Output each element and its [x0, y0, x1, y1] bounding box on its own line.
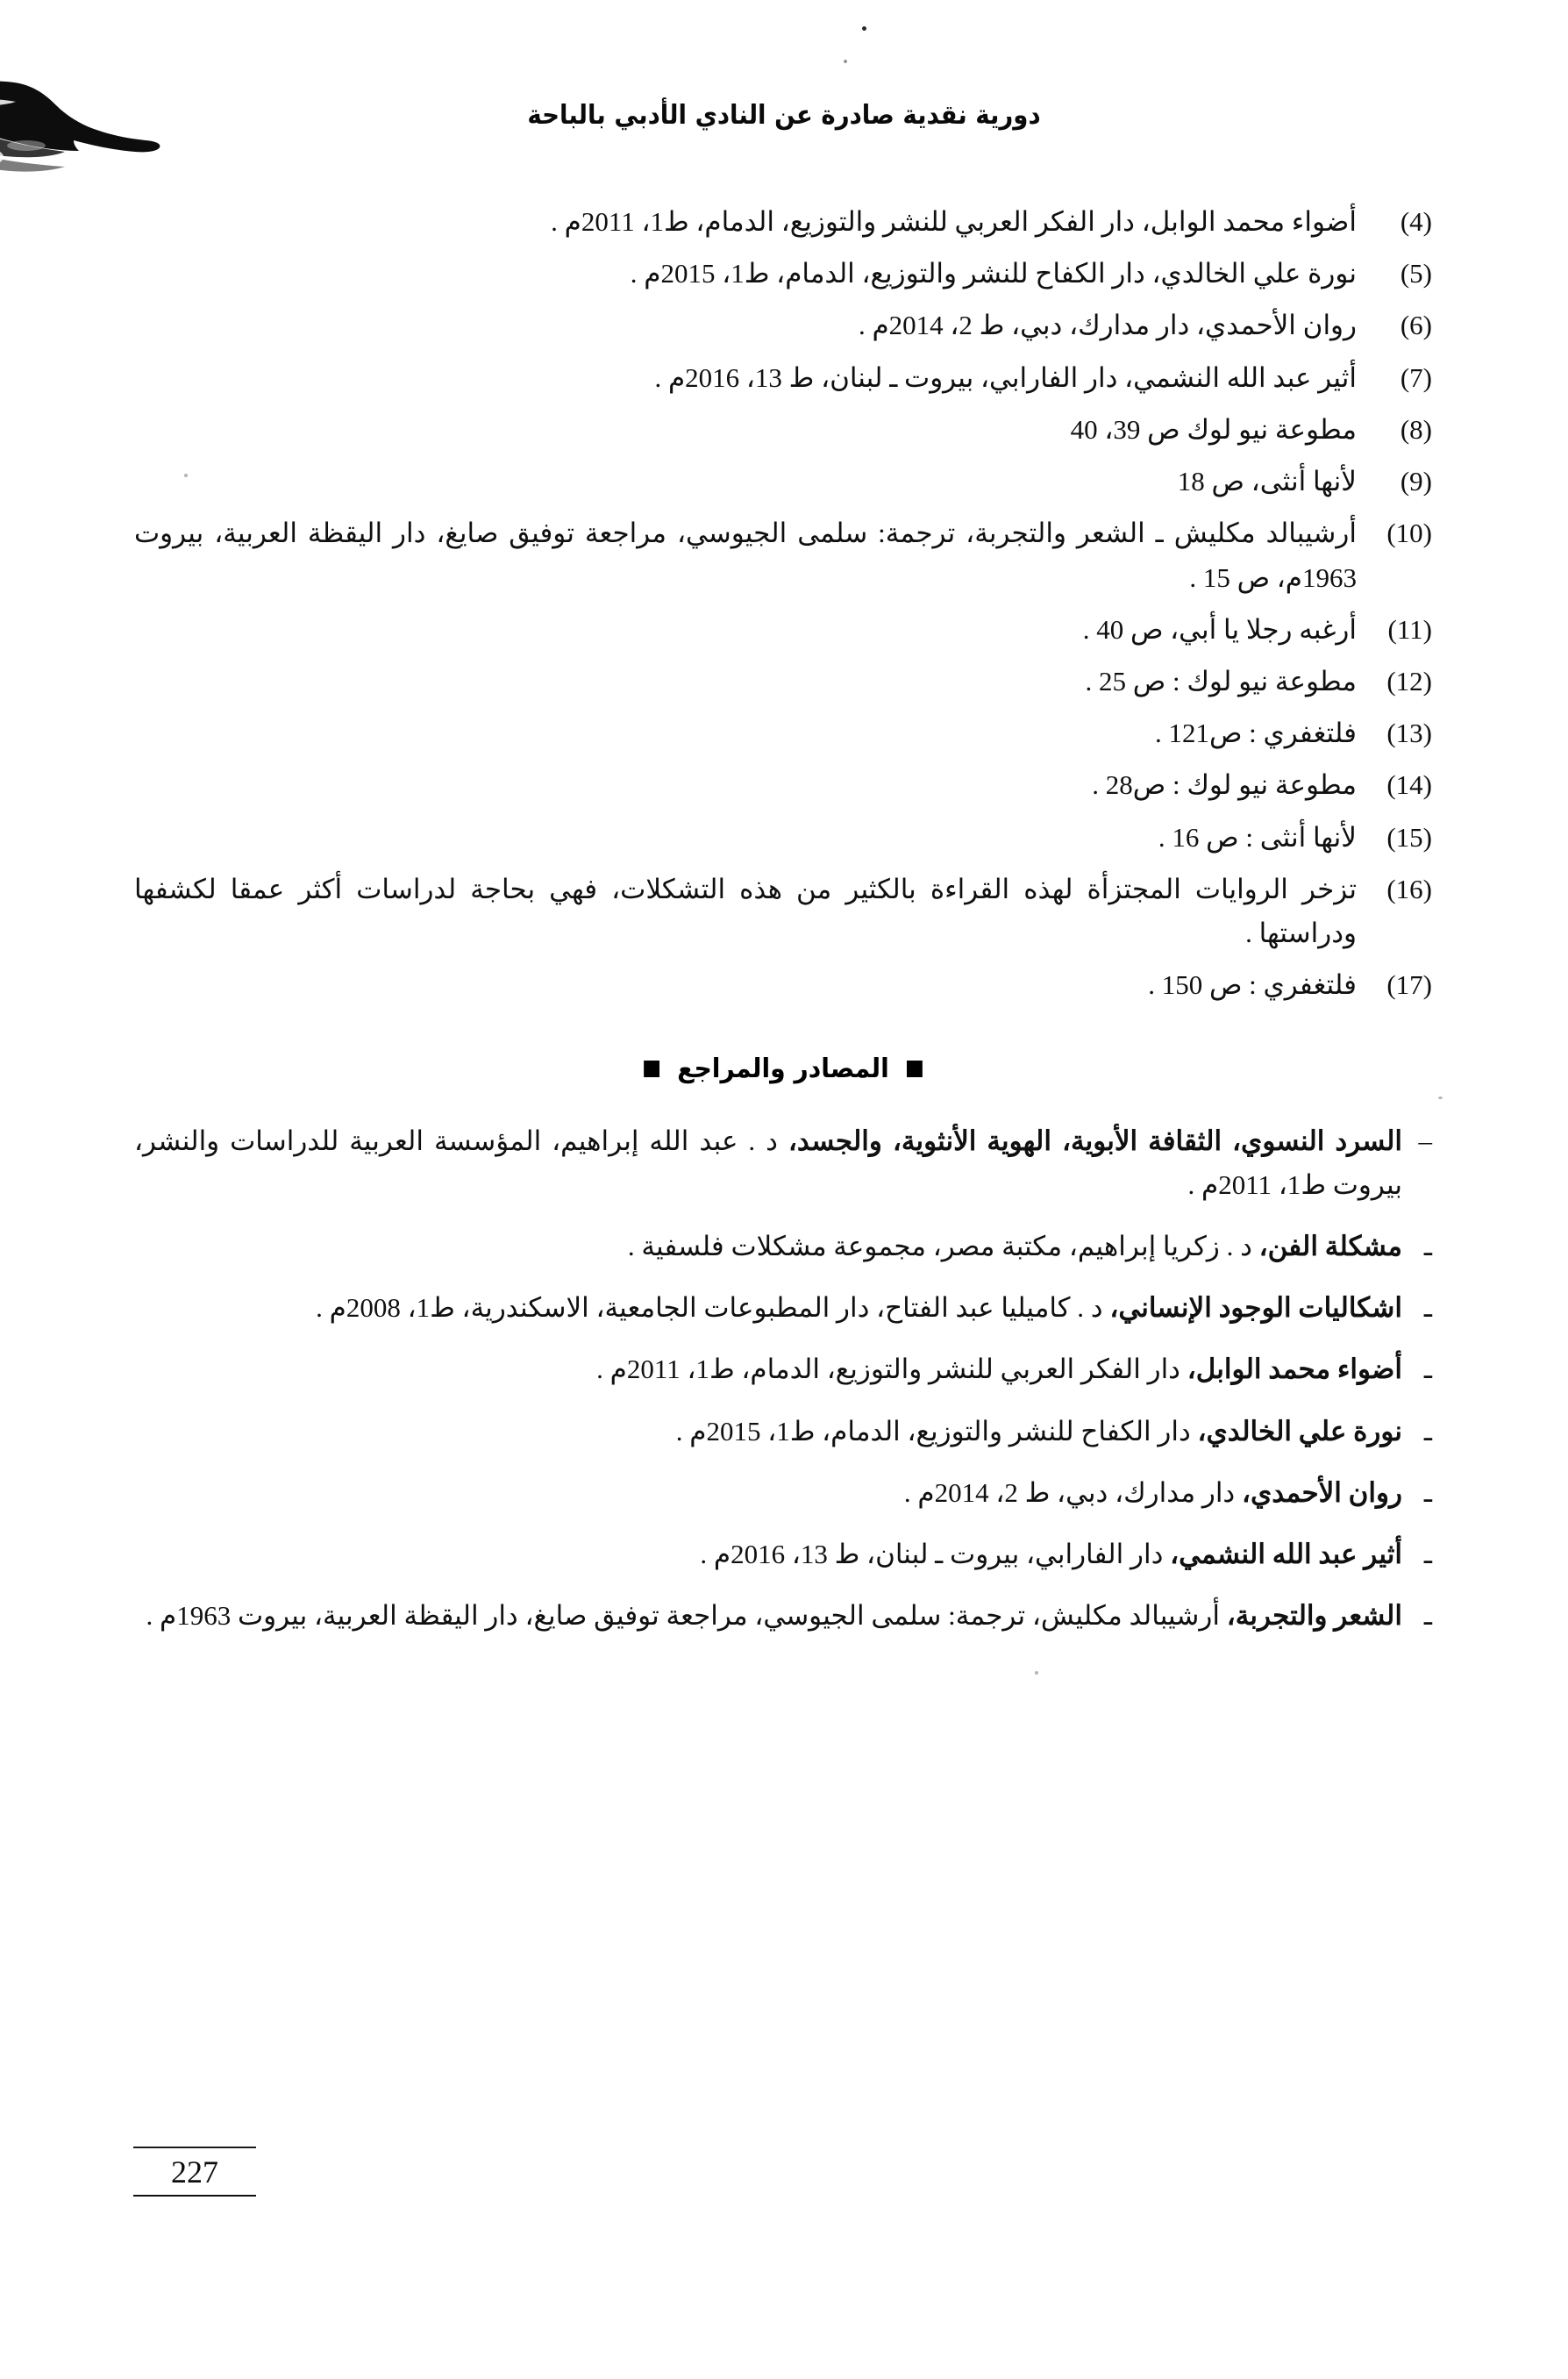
endnote-number: (11) [1387, 613, 1432, 645]
endnote-number: (4) [1400, 206, 1432, 237]
section-heading [173, 1054, 1393, 1084]
entry-title: روان الأحمدي، [1242, 1476, 1402, 1508]
filled-square-bullet-icon [907, 1061, 923, 1077]
endnote-number: (16) [1386, 873, 1432, 904]
filled-square-bullet-icon [644, 1061, 659, 1077]
endnote-text: أرغبه رجلا يا أبي، ص 40 . [1082, 613, 1357, 645]
endnote-number: (13) [1386, 718, 1432, 749]
endnote-text: فلتغفري : ص121 . [1154, 718, 1357, 749]
endnote-item [134, 963, 1432, 1007]
endnote-number: (6) [1400, 310, 1432, 341]
endnote-item [134, 711, 1432, 755]
endnote-item [134, 816, 1432, 860]
endnote-text: لأنها أنثى، ص 18 [1177, 466, 1357, 497]
entry-details: دار الفارابي، بيروت ـ لبنان، ط 13، 2016م . [700, 1539, 1171, 1570]
bibliography-item [134, 1119, 1432, 1207]
entry-details: دار مدارك، دبي، ط 2، 2014م . [903, 1476, 1242, 1508]
page-content [134, 200, 1432, 1655]
entry-dash: – [1418, 1125, 1432, 1156]
entry-dash: ـ [1423, 1539, 1432, 1570]
endnote-number: (12) [1386, 665, 1432, 697]
page-header [0, 68, 1568, 165]
bibliography-text [134, 1471, 1402, 1515]
endnote-text: روان الأحمدي، دار مدارك، دبي، ط 2، 2014م . [858, 310, 1357, 341]
scan-speck [1438, 1097, 1443, 1099]
entry-dash: ـ [1423, 1354, 1432, 1385]
bibliography-list [134, 1119, 1432, 1639]
bibliography-item [134, 1347, 1432, 1391]
entry-title: أضواء محمد الوابل، [1187, 1354, 1402, 1385]
endnote-item [134, 304, 1432, 347]
endnote-item [134, 200, 1432, 244]
endnote-number: (8) [1400, 413, 1432, 445]
scan-speck [862, 26, 866, 31]
endnote-item [134, 408, 1432, 452]
endnote-text: لأنها أنثى : ص 16 . [1158, 821, 1357, 853]
entry-dash: ـ [1423, 1292, 1432, 1324]
endnote-item [134, 868, 1432, 955]
endnote-number: (5) [1400, 258, 1432, 289]
endnote-item [134, 660, 1432, 704]
entry-title: السرد النسوي، الثقافة الأبوية، الهوية الأنثوية، والجسد، [788, 1125, 1402, 1156]
bibliography-item [134, 1286, 1432, 1330]
scan-speck [1035, 1671, 1038, 1675]
entry-details: دار الفكر العربي للنشر والتوزيع، الدمام، ط1، 2011م . [596, 1354, 1187, 1385]
entry-details: د . كاميليا عبد الفتاح، دار المطبوعات الجامعية، الاسكندرية، ط1، 2008م . [316, 1292, 1110, 1324]
entry-dash: ـ [1423, 1600, 1432, 1632]
bibliography-item [134, 1532, 1432, 1576]
endnote-number: (7) [1400, 361, 1432, 393]
bibliography-text [134, 1532, 1402, 1576]
endnote-text: فلتغفري : ص 150 . [1148, 969, 1357, 1001]
entry-details: د . عبد الله إبراهيم، المؤسسة العربية للدراسات والنشر، بيروت ط1، 2011م . [134, 1125, 1402, 1200]
entry-title: الشعر والتجربة، [1226, 1600, 1402, 1632]
endnote-number: (9) [1400, 466, 1432, 497]
endnote-item [134, 460, 1432, 504]
endnote-text: مطوعة نيو لوك : ص28 . [1092, 769, 1357, 801]
entry-dash: ـ [1423, 1230, 1432, 1261]
scan-speck [844, 60, 847, 63]
endnote-text: أضواء محمد الوابل، دار الفكر العربي للنشر والتوزيع، الدمام، ط1، 2011م . [551, 206, 1357, 237]
entry-title: نورة علي الخالدي، [1197, 1415, 1402, 1447]
endnote-text: تزخر الروايات المجتزأة لهذه القراءة بالكثير من هذه التشكلات، فهي بحاجة لدراسات أكثر عمقا لكشفها ودراستها . [134, 873, 1357, 949]
endnote-number: (14) [1386, 769, 1432, 801]
bibliography-text [134, 1410, 1402, 1454]
bibliography-item [134, 1410, 1432, 1454]
bibliography-text [134, 1119, 1402, 1207]
section-heading-label: المصادر والمراجع [677, 1053, 889, 1084]
endnote-number: (17) [1386, 969, 1432, 1001]
bibliography-item [134, 1594, 1432, 1638]
endnote-text: أرشيبالد مكليش ـ الشعر والتجربة، ترجمة: سلمى الجيوسي، مراجعة توفيق صايغ، دار اليقظة العربية، بيروت 1963م، ص 15 . [134, 518, 1357, 593]
entry-title: أثير عبد الله النشمي، [1170, 1539, 1402, 1570]
running-header-title: دورية نقدية صادرة عن النادي الأدبي بالباحة [527, 100, 1041, 131]
page-number: 227 [171, 2154, 218, 2190]
bibliography-text [134, 1347, 1402, 1391]
endnote-item [134, 511, 1432, 599]
bibliography-item [134, 1471, 1432, 1515]
entry-dash: ـ [1423, 1476, 1432, 1508]
scan-speck [184, 474, 188, 477]
endnote-text: مطوعة نيو لوك ص 39، 40 [1070, 413, 1357, 445]
bibliography-item [134, 1225, 1432, 1268]
bibliography-text [134, 1225, 1402, 1268]
entry-details: دار الكفاح للنشر والتوزيع، الدمام، ط1، 2015م . [675, 1415, 1198, 1447]
folio-rule-bottom [133, 2195, 256, 2197]
endnote-text: مطوعة نيو لوك : ص 25 . [1085, 665, 1357, 697]
endnote-item [134, 356, 1432, 400]
entry-details: أرشيبالد مكليش، ترجمة: سلمى الجيوسي، مراجعة توفيق صايغ، دار اليقظة العربية، بيروت 1963م . [146, 1600, 1227, 1632]
endnote-item [134, 763, 1432, 807]
entry-dash: ـ [1423, 1415, 1432, 1447]
endnote-item [134, 608, 1432, 652]
endnote-text: نورة علي الخالدي، دار الكفاح للنشر والتوزيع، الدمام، ط1، 2015م . [630, 258, 1357, 289]
endnote-item [134, 252, 1432, 296]
endnote-text: أثير عبد الله النشمي، دار الفارابي، بيروت ـ لبنان، ط 13، 2016م . [654, 361, 1357, 393]
entry-title: مشكلة الفن، [1258, 1230, 1402, 1261]
endnote-number: (10) [1386, 518, 1432, 549]
endnote-number: (15) [1386, 821, 1432, 853]
page-folio [133, 2147, 256, 2197]
bibliography-text [134, 1594, 1402, 1638]
entry-title: اشكاليات الوجود الإنساني، [1109, 1292, 1402, 1324]
endnotes-list [134, 200, 1432, 1008]
entry-details: د . زكريا إبراهيم، مكتبة مصر، مجموعة مشكلات فلسفية . [627, 1230, 1259, 1261]
bibliography-text [134, 1286, 1402, 1330]
